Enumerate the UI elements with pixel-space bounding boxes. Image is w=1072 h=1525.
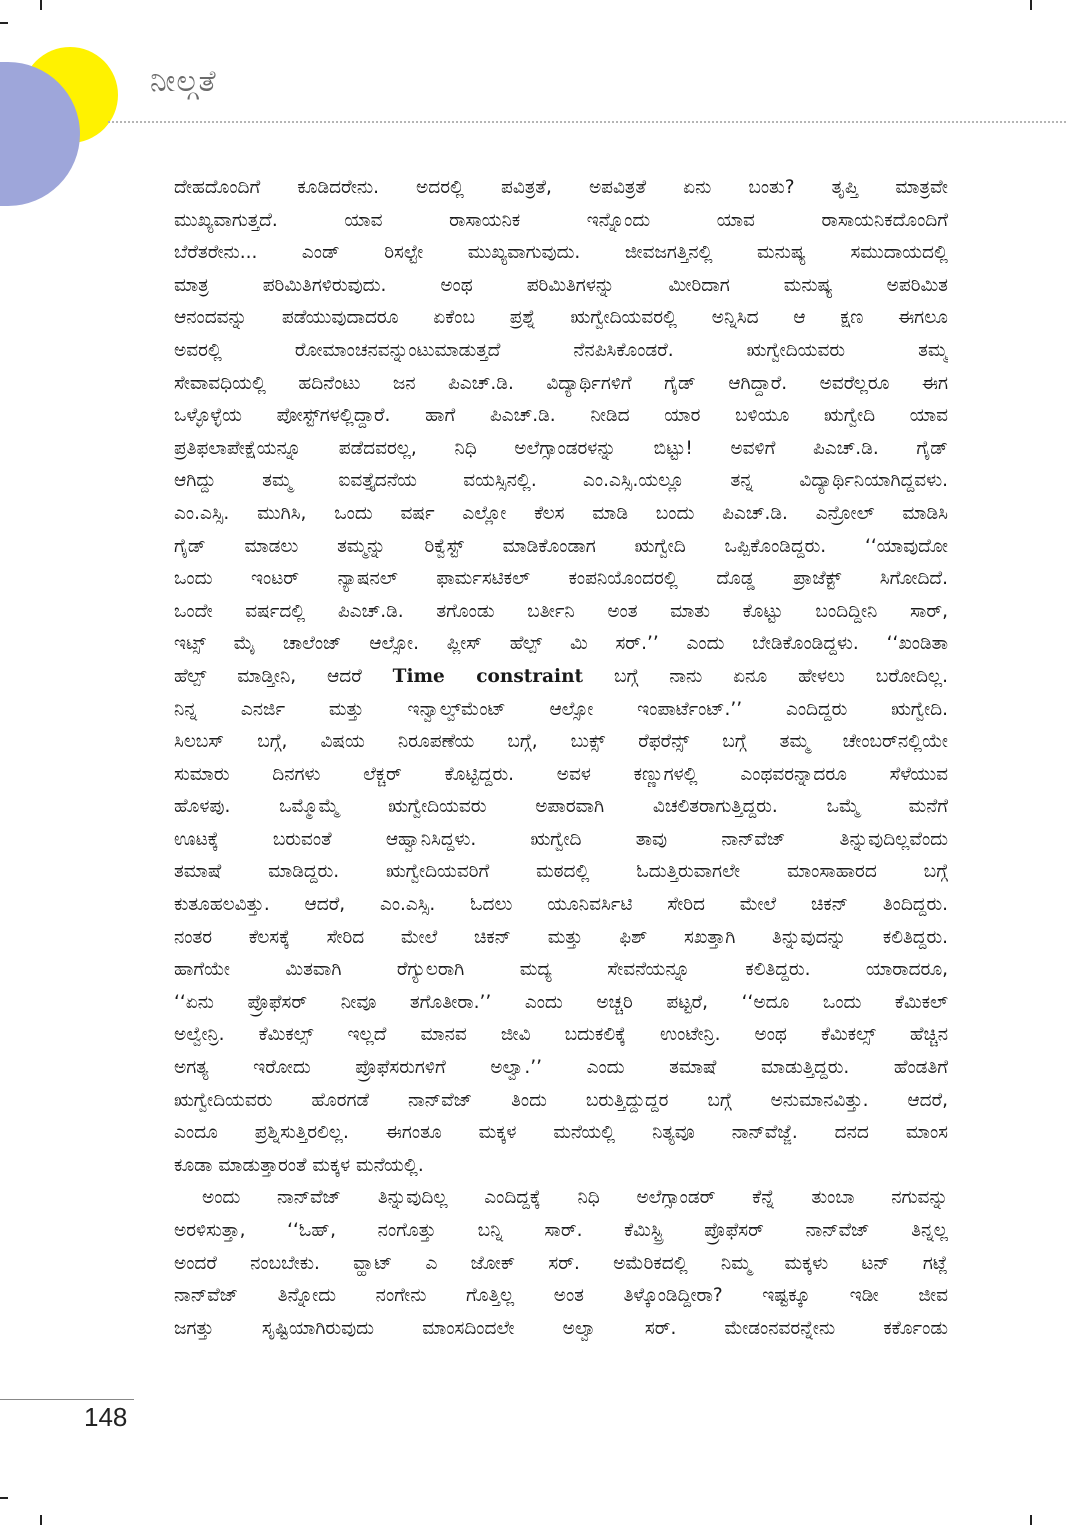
running-header-title: ನೀಲ್ಗತೆ bbox=[150, 64, 217, 99]
text-line: ಕುತೂಹಲವಿತ್ತು. ಆದರೆ, ಎಂ.ಎಸ್ಸಿ. ಓದಲು ಯೂನಿವರ್ಸಿಟಿ ಸೇರಿದ ಮೇಲೆ ಚಿಕನ್ ತಿಂದಿದ್ದರು. bbox=[174, 894, 948, 916]
text-line: ಅವರಲ್ಲಿ ರೋಮಾಂಚನವನ್ನುಂಟುಮಾಡುತ್ತದೆ ನೆನಪಿಸಿಕೊಂಡರೆ. ಋಗ್ವೇದಿಯವರು ತಮ್ಮ bbox=[174, 339, 948, 361]
header-decoration bbox=[0, 40, 140, 260]
text-line: ತಮಾಷೆ ಮಾಡಿದ್ದರು. ಋಗ್ವೇದಿಯವರಿಗೆ ಮಠದಲ್ಲಿ ಓದುತ್ತಿರುವಾಗಲೇ ಮಾಂಸಾಹಾರದ ಬಗ್ಗೆ bbox=[174, 861, 948, 883]
body-text bbox=[174, 172, 948, 1345]
text-line: ಅಗತ್ಯ ಇರೋದು ಪ್ರೊಫೆಸರುಗಳಿಗೆ ಅಲ್ವಾ.’’ ಎಂದು ತಮಾಷೆ ಮಾಡುತ್ತಿದ್ದರು. ಹೆಂಡತಿಗೆ bbox=[174, 1057, 948, 1079]
text-line: ಸುಮಾರು ದಿನಗಳು ಲೆಕ್ಚರ್ ಕೊಟ್ಟಿದ್ದರು. ಅವಳ ಕಣ್ಣುಗಳಲ್ಲಿ ಎಂಥವರನ್ನಾದರೂ ಸೆಳೆಯುವ bbox=[174, 763, 948, 785]
text-line: ಅಂದು ನಾನ್‌ವೆಜ್ ತಿನ್ನುವುದಿಲ್ಲ ಎಂದಿದ್ದಕ್ಕೆ ನಿಧಿ ಅಲೆಗ್ಸಾಂಡರ್ ಕೆನ್ನೆ ತುಂಬಾ ನಗುವನ್ನು bbox=[202, 1187, 948, 1209]
text-run: ಬಗ್ಗೆ ನಾನು ಏನೂ ಹೇಳಲು ಬರೋದಿಲ್ಲ. bbox=[583, 665, 948, 687]
page-number: 148 bbox=[84, 1402, 128, 1432]
text-line: ನಿನ್ನ ಎನರ್ಜಿ ಮತ್ತು ಇನ್ವಾಲ್ವ್‌ಮೆಂಟ್ ಆಲ್ಸೋ ಇಂಪಾರ್ಟೆಂಟ್.’’ ಎಂದಿದ್ದರು ಋಗ್ವೇದಿ. bbox=[174, 698, 948, 720]
text-line: ಒಳ್ಳೊಳ್ಳೆಯ ಪೋಸ್ಟ್‌ಗಳಲ್ಲಿದ್ದಾರೆ. ಹಾಗೆ ಪಿಎಚ್.ಡಿ. ನೀಡಿದ ಯಾರ ಬಳಿಯೂ ಋಗ್ವೇದಿ ಯಾವ bbox=[174, 405, 948, 427]
text-line: ಕೂಡಾ ಮಾಡುತ್ತಾರಂತೆ ಮಕ್ಕಳ ಮನೆಯಲ್ಲಿ. bbox=[174, 1154, 424, 1176]
text-line: ದೇಹದೊಂದಿಗೆ ಕೂಡಿದರೇನು. ಅದರಲ್ಲಿ ಪವಿತ್ರತೆ, ಅಪವಿತ್ರತೆ ಏನು ಬಂತು? ತೃಪ್ತಿ ಮಾತ್ರವೇ bbox=[174, 177, 948, 198]
text-line: ಒಂದೇ ವರ್ಷದಲ್ಲಿ ಪಿಎಚ್.ಡಿ. ತಗೊಂಡು ಬರ್ತೀನಿ ಅಂತ ಮಾತು ಕೊಟ್ಟು ಬಂದಿದ್ದೀನಿ ಸಾರ್, bbox=[174, 600, 948, 622]
paragraph-1 bbox=[174, 172, 948, 1182]
text-line: ಅಂದರೆ ನಂಬಬೇಕು. ವ್ಹಾಟ್ ಎ ಜೋಕ್ ಸರ್. ಅಮೆರಿಕದಲ್ಲಿ ನಿಮ್ಮ ಮಕ್ಕಳು ಟನ್ ಗಟ್ಲೆ bbox=[174, 1252, 948, 1274]
text-line: ಮುಖ್ಯವಾಗುತ್ತದೆ. ಯಾವ ರಾಸಾಯನಿಕ ಇನ್ನೊಂದು ಯಾವ ರಾಸಾಯನಿಕದೊಂದಿಗೆ bbox=[174, 209, 948, 231]
text-line: ಸಿಲಬಸ್ ಬಗ್ಗೆ, ವಿಷಯ ನಿರೂಪಣೆಯ ಬಗ್ಗೆ, ಬುಕ್ಸ್ ರೆಫರೆನ್ಸ್ ಬಗ್ಗೆ ತಮ್ಮ ಚೇಂಬರ್‌ನಲ್ಲಿಯೇ bbox=[174, 731, 948, 753]
crop-mark-left-upper bbox=[0, 22, 8, 24]
bold-text-run: Time constraint bbox=[392, 665, 584, 687]
crop-mark-bottom-right bbox=[1030, 1515, 1032, 1525]
crop-mark-left-lower bbox=[0, 1497, 8, 1499]
text-line: ನಾನ್‌ವೆಜ್ ತಿನ್ನೋದು ನಂಗೇನು ಗೊತ್ತಿಲ್ಲ ಅಂತ ತಿಳ್ಕೊಂಡಿದ್ದೀರಾ? ಇಷ್ಟಕ್ಕೂ ಇಡೀ ಜೀವ bbox=[174, 1285, 948, 1307]
header-dotted-rule bbox=[108, 121, 1066, 123]
footer-rule bbox=[0, 1399, 134, 1400]
text-line: ಅರಳಿಸುತ್ತಾ, ‘‘ಓಹ್, ನಂಗೊತ್ತು ಬನ್ನಿ ಸಾರ್. ಕೆಮಿಸ್ಟ್ರಿ ಪ್ರೊಫೆಸರ್ ನಾನ್‌ವೆಜ್ ತಿನ್ನಲ್ಲ bbox=[174, 1220, 948, 1241]
paragraph-2 bbox=[174, 1182, 948, 1345]
text-line: ಆನಂದವನ್ನು ಪಡೆಯುವುದಾದರೂ ಏಕೆಂಬ ಪ್ರಶ್ನೆ ಋಗ್ವೇದಿಯವರಲ್ಲಿ ಅನ್ನಿಸಿದ ಆ ಕ್ಷಣ ಈಗಲೂ bbox=[174, 307, 948, 329]
text-line: ಊಟಕ್ಕೆ ಬರುವಂತೆ ಆಹ್ವಾನಿಸಿದ್ದಳು. ಋಗ್ವೇದಿ ತಾವು ನಾನ್‌ವೆಜ್ ತಿನ್ನುವುದಿಲ್ಲವೆಂದು bbox=[174, 828, 948, 850]
text-line: ಆಗಿದ್ದು ತಮ್ಮ ಐವತ್ತೈದನೆಯ ವಯಸ್ಸಿನಲ್ಲಿ. ಎಂ.ಎಸ್ಸಿ.ಯಲ್ಲೂ ತನ್ನ ವಿದ್ಯಾರ್ಥಿನಿಯಾಗಿದ್ದವಳು. bbox=[174, 470, 948, 492]
text-line-mixed bbox=[174, 661, 948, 694]
crop-mark-top-right bbox=[1030, 0, 1032, 10]
text-line: ‘‘ಏನು ಪ್ರೊಫೆಸರ್ ನೀವೂ ತಗೊತೀರಾ.’’ ಎಂದು ಅಚ್ಚರಿ ಪಟ್ಟರೆ, ‘‘ಅದೂ ಒಂದು ಕೆಮಿಕಲ್ bbox=[174, 991, 948, 1013]
text-line: ಬೆರೆತರೇನು... ಎಂಡ್ ರಿಸಲ್ಟೇ ಮುಖ್ಯವಾಗುವುದು. ಜೀವಜಗತ್ತಿನಲ್ಲಿ ಮನುಷ್ಯ ಸಮುದಾಯದಲ್ಲಿ bbox=[174, 242, 948, 264]
text-line: ಅಲ್ವೇನ್ರಿ. ಕೆಮಿಕಲ್ಸ್ ಇಲ್ಲದೆ ಮಾನವ ಜೀವಿ ಬದುಕಲಿಕ್ಕೆ ಉಂಟೇನ್ರಿ. ಅಂಥ ಕೆಮಿಕಲ್ಸ್ ಹೆಚ್ಚಿನ bbox=[174, 1024, 948, 1046]
text-line: ಎಂ.ಎಸ್ಸಿ. ಮುಗಿಸಿ, ಒಂದು ವರ್ಷ ಎಲ್ಲೋ ಕೆಲಸ ಮಾಡಿ ಬಂದು ಪಿಎಚ್.ಡಿ. ಎನ್ರೋಲ್ ಮಾಡಿಸಿ bbox=[174, 502, 948, 524]
text-line: ಇಟ್ಸ್ ಮೈ ಚಾಲೆಂಜ್ ಆಲ್ಸೋ. ಪ್ಲೀಸ್ ಹೆಲ್ಪ್ ಮಿ ಸರ್.’’ ಎಂದು ಬೇಡಿಕೊಂಡಿದ್ದಳು. ‘‘ಖಂಡಿತಾ bbox=[174, 633, 948, 655]
text-line: ಒಂದು ಇಂಟರ್ ನ್ಯಾಷನಲ್ ಫಾರ್ಮಸಟಿಕಲ್ ಕಂಪನಿಯೊಂದರಲ್ಲಿ ದೊಡ್ಡ ಪ್ರಾಜೆಕ್ಟ್ ಸಿಗೋದಿದೆ. bbox=[174, 568, 948, 590]
text-line: ಪ್ರತಿಫಲಾಪೇಕ್ಷೆಯನ್ನೂ ಪಡೆದವರಲ್ಲ, ನಿಧಿ ಅಲೆಗ್ಸಾಂಡರಳನ್ನು ಬಿಟ್ಟು! ಅವಳಿಗೆ ಪಿಎಚ್.ಡಿ. ಗೈಡ್ bbox=[174, 437, 948, 459]
crop-mark-top-left bbox=[40, 0, 42, 10]
text-line: ಸೇವಾವಧಿಯಲ್ಲಿ ಹದಿನೆಂಟು ಜನ ಪಿಎಚ್.ಡಿ. ವಿದ್ಯಾರ್ಥಿಗಳಿಗೆ ಗೈಡ್ ಆಗಿದ್ದಾರೆ. ಅವರೆಲ್ಲರೂ ಈಗ bbox=[174, 372, 948, 394]
text-line: ಹೊಳಪು. ಒಮ್ಮೊಮ್ಮೆ ಋಗ್ವೇದಿಯವರು ಅಪಾರವಾಗಿ ವಿಚಲಿತರಾಗುತ್ತಿದ್ದರು. ಒಮ್ಮೆ ಮನೆಗೆ bbox=[174, 796, 948, 818]
text-line: ಹಾಗೆಯೇ ಮಿತವಾಗಿ ರೆಗ್ಯುಲರಾಗಿ ಮದ್ಯ ಸೇವನೆಯನ್ನೂ ಕಲಿತಿದ್ದರು. ಯಾರಾದರೂ, bbox=[174, 959, 948, 981]
text-line: ಜಗತ್ತು ಸೃಷ್ಟಿಯಾಗಿರುವುದು ಮಾಂಸದಿಂದಲೇ ಅಲ್ವಾ ಸರ್. ಮೇಡಂನವರನ್ನೇನು ಕರ್ಕೊಂಡು bbox=[174, 1317, 948, 1339]
text-line: ಎಂದೂ ಪ್ರಶ್ನಿಸುತ್ತಿರಲಿಲ್ಲ. ಈಗಂತೂ ಮಕ್ಕಳ ಮನೆಯಲ್ಲಿ ನಿತ್ಯವೂ ನಾನ್‌ವೆಜ್ಜೆ. ದನದ ಮಾಂಸ bbox=[174, 1122, 948, 1144]
text-line: ಗೈಡ್ ಮಾಡಲು ತಮ್ಮನ್ನು ರಿಕ್ವೆಸ್ಟ್ ಮಾಡಿಕೊಂಡಾಗ ಋಗ್ವೇದಿ ಒಪ್ಪಿಕೊಂಡಿದ್ದರು. ‘‘ಯಾವುದೋ bbox=[174, 535, 948, 557]
crop-mark-bottom-left bbox=[40, 1515, 42, 1525]
text-run: ಹೆಲ್ಪ್ ಮಾಡ್ತೀನಿ, ಆದರೆ bbox=[174, 665, 393, 687]
text-line: ಋಗ್ವೇದಿಯವರು ಹೊರಗಡೆ ನಾನ್‌ವೆಜ್ ತಿಂದು ಬರುತ್ತಿದ್ದುದ್ದರ ಬಗ್ಗೆ ಅನುಮಾನವಿತ್ತು. ಆದರೆ, bbox=[174, 1089, 948, 1111]
text-line: ಮಾತ್ರ ಪರಿಮಿತಿಗಳಿರುವುದು. ಅಂಥ ಪರಿಮಿತಿಗಳನ್ನು ಮೀರಿದಾಗ ಮನುಷ್ಯ ಅಪರಿಮಿತ bbox=[174, 274, 948, 296]
text-line: ನಂತರ ಕೆಲಸಕ್ಕೆ ಸೇರಿದ ಮೇಲೆ ಚಿಕನ್ ಮತ್ತು ಫಿಶ್ ಸಖತ್ತಾಗಿ ತಿನ್ನುವುದನ್ನು ಕಲಿತಿದ್ದರು. bbox=[174, 926, 948, 948]
